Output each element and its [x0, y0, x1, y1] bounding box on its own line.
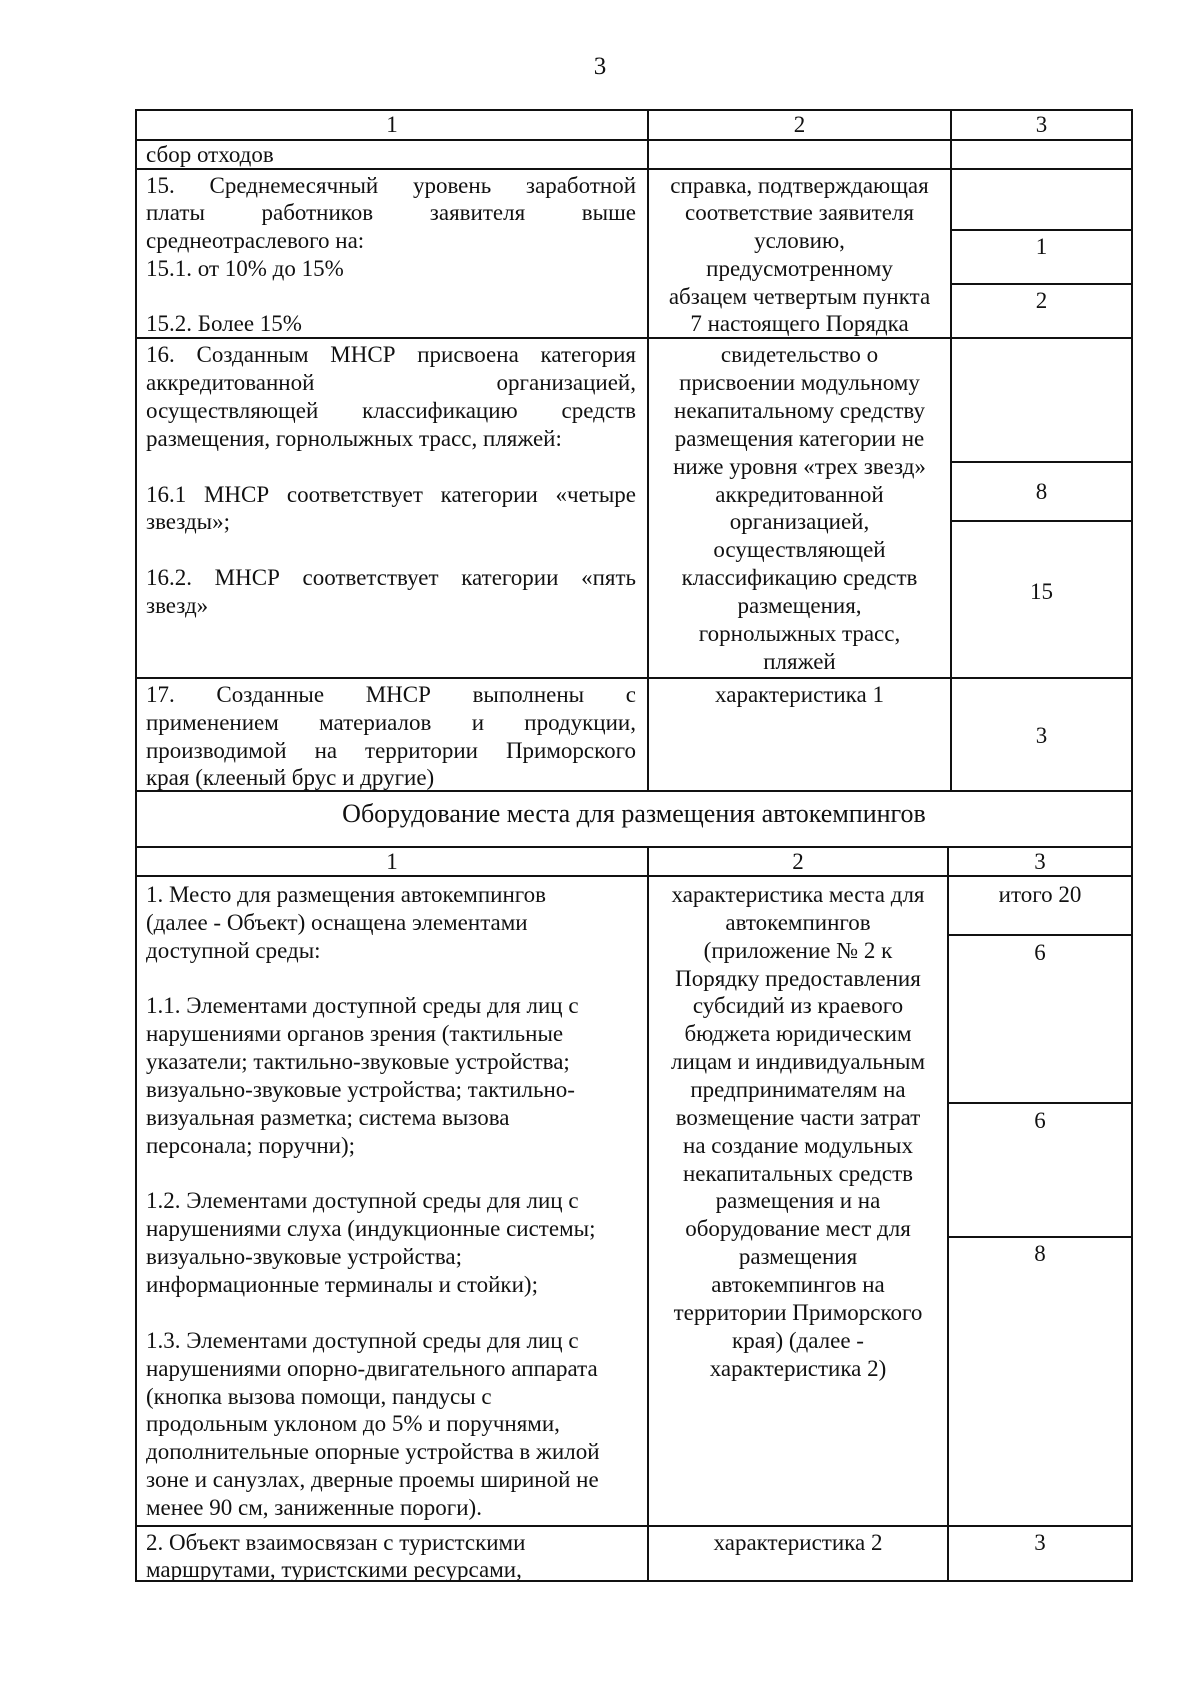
table1-header-col1: 1 — [386, 112, 398, 137]
table2-header-col1: 1 — [386, 849, 398, 874]
row15-line: 15. Среднемесячный уровень заработной — [146, 173, 636, 198]
t2-row1-doc-line: предпринимателям на — [690, 1077, 906, 1102]
row16-doc-line: размещения, — [737, 593, 862, 618]
t2-row1-line: 1.3. Элементами доступной среды для лиц с — [146, 1328, 579, 1353]
row15-line: платы работников заявителя выше — [146, 200, 636, 225]
t2-row2-line: 2. Объект взаимосвязан с туристскими — [146, 1530, 526, 1555]
table2-header-col3: 3 — [1034, 849, 1046, 874]
t2-row1-doc-line: на создание модульных — [683, 1133, 913, 1158]
row16-points: 15 — [1030, 579, 1053, 604]
t2-row1-doc-line: некапитальных средств — [682, 1161, 914, 1186]
t2-row1-line: 1.2. Элементами доступной среды для лиц с — [146, 1188, 579, 1213]
row15-doc-line: соответствие заявителя — [685, 200, 914, 225]
row16-line: звезды»; — [146, 509, 231, 534]
rule — [135, 168, 1133, 170]
rule — [947, 1236, 1133, 1238]
t2-row1-doc-line: размещения и на — [715, 1188, 881, 1213]
t2-row1-line: нарушениями органов зрения (тактильные — [146, 1021, 564, 1046]
row15-points: 2 — [1035, 288, 1048, 313]
row16-doc-line: классификацию средств — [681, 565, 918, 590]
t2-row1-line: визуально-звуковые устройства; — [146, 1244, 463, 1269]
row16-doc-line: аккредитованной — [715, 482, 884, 507]
rule — [950, 283, 1133, 285]
row17-points: 3 — [1035, 723, 1048, 748]
row16-line: 16. Созданным МНСР присвоена категория — [146, 342, 636, 367]
row17-line: производимой на территории Приморского — [146, 738, 636, 763]
t2-row1-line: менее 90 см, заниженные пороги). — [146, 1495, 482, 1520]
t2-row1-line: персонала; поручни); — [146, 1133, 356, 1158]
row16-line: размещения, горнолыжных трасс, пляжей: — [146, 426, 562, 451]
row16-line: осуществляющей классификацию средств — [146, 398, 636, 423]
t2-row1-doc-line: оборудование мест для — [685, 1216, 911, 1241]
row16-doc-line: размещения категории не — [674, 426, 925, 451]
row16-doc-line: пляжей — [763, 649, 836, 674]
row17-doc: характеристика 1 — [715, 682, 884, 707]
t2-row1-line: нарушениями опорно-двигательного аппарата — [146, 1356, 598, 1381]
rule — [947, 934, 1133, 936]
rule — [135, 1525, 1133, 1527]
row16-doc-line: осуществляющей — [713, 537, 886, 562]
t2-row1-doc-line: автокемпингов — [725, 910, 871, 935]
table1-header-col2: 2 — [793, 112, 806, 137]
row16-line: звезд» — [146, 593, 209, 618]
table2-header-col2: 2 — [792, 849, 804, 874]
row15-doc-line: абзацем четвертым пункта — [668, 284, 931, 309]
t2-row1-line: (далее - Объект) оснащена элементами — [146, 910, 528, 935]
row15-points: 1 — [1035, 234, 1048, 259]
row16-doc-line: организацией, — [729, 509, 870, 534]
t2-row1-line: продольным уклоном до 5% и поручнями, — [146, 1411, 560, 1436]
row15-line: 15.1. от 10% до 15% — [146, 256, 344, 281]
rule — [947, 1102, 1133, 1104]
row15-line: 15.2. Более 15% — [146, 311, 302, 336]
t2-row2-line: маршрутами, туристскими ресурсами, — [146, 1557, 522, 1582]
t2-row2-points: 3 — [1034, 1530, 1046, 1555]
t2-row1-doc-line: субсидий из краевого — [692, 993, 904, 1018]
t2-row1-total: итого 20 — [998, 882, 1082, 907]
t2-row1-doc-line: Порядку предоставления — [675, 966, 921, 991]
row15-doc-line: условию, — [754, 228, 845, 253]
t2-row1-line: указатели; тактильно-звуковые устройства; — [146, 1049, 570, 1074]
t2-row1-line: информационные терминалы и стойки); — [146, 1272, 538, 1297]
t2-row1-doc-line: характеристика 2) — [709, 1356, 887, 1381]
t2-row1-doc-line: лицам и индивидуальным — [670, 1049, 926, 1074]
rule — [135, 139, 1133, 141]
row17-line: применением материалов и продукции, — [146, 710, 636, 735]
t2-row1-points: 6 — [1034, 940, 1046, 965]
row16-line: аккредитованной организацией, — [146, 370, 636, 395]
rule — [950, 109, 952, 790]
row17-line: края (клееный брус и другие) — [146, 765, 435, 790]
t2-row1-doc-line: края) (далее - — [732, 1328, 864, 1353]
t2-row1-doc-line: характеристика места для — [671, 882, 925, 907]
row16-doc-line: горнолыжных трасс, — [698, 621, 901, 646]
rule — [135, 677, 1133, 679]
t2-row1-line: дополнительные опорные устройства в жилой — [146, 1439, 600, 1464]
t2-row1-line: визуально-звуковые устройства; тактильно- — [146, 1077, 575, 1102]
row16-doc-line: присвоении модульному — [679, 370, 920, 395]
t2-row1-line: визуальная разметка; система вызова — [146, 1105, 510, 1130]
row16-doc-line: некапитальному средству — [674, 398, 925, 423]
t2-row2-doc: характеристика 2 — [713, 1530, 883, 1555]
row16-doc-line: свидетельство о — [720, 342, 879, 367]
table1-header-col3: 3 — [1035, 112, 1048, 137]
t2-row1-doc-line: (приложение № 2 к — [703, 938, 893, 963]
row15-line: среднеотраслевого на: — [146, 228, 365, 253]
rule — [950, 229, 1133, 231]
row16-line: 16.1 МНСР соответствует категории «четыре — [146, 482, 636, 507]
row17-line: 17. Созданные МНСР выполнены с — [146, 682, 636, 707]
row15-doc-line: 7 настоящего Порядка — [690, 311, 909, 336]
rule — [950, 520, 1133, 522]
t2-row1-line: (кнопка вызова помощи, пандусы с — [146, 1384, 492, 1409]
t2-row1-line: 1.1. Элементами доступной среды для лиц с — [146, 993, 579, 1018]
t2-row1-points: 6 — [1034, 1108, 1046, 1133]
row15-doc-line: справка, подтверждающая — [670, 173, 929, 198]
t2-row1-line: доступной среды: — [146, 938, 321, 963]
section-title: Оборудование места для размещения автокемпингов — [342, 799, 926, 828]
t2-row1-doc-line: территории Приморского — [673, 1300, 923, 1325]
t2-row1-doc-line: размещения — [738, 1244, 858, 1269]
t2-row1-doc-line: бюджета юридическим — [684, 1021, 912, 1046]
t2-row1-points: 8 — [1034, 1241, 1046, 1266]
row16-doc-line: ниже уровня «трех звезд» — [673, 454, 926, 479]
t2-row1-line: зоне и санузлах, дверные проемы шириной не — [146, 1467, 599, 1492]
page-number: 3 — [593, 53, 607, 80]
t2-row1-line: нарушениями слуха (индукционные системы; — [146, 1216, 596, 1241]
row16-line: 16.2. МНСР соответствует категории «пять — [146, 565, 636, 590]
t2-row1-doc-line: автокемпингов на — [711, 1272, 885, 1297]
rule — [950, 461, 1133, 463]
row15-doc-line: предусмотренному — [706, 256, 893, 281]
row-waste-text: сбор отходов — [146, 142, 274, 167]
t2-row1-line: 1. Место для размещения автокемпингов — [146, 882, 546, 907]
t2-row1-doc-line: возмещение части затрат — [675, 1105, 921, 1130]
row16-points: 8 — [1035, 479, 1048, 504]
